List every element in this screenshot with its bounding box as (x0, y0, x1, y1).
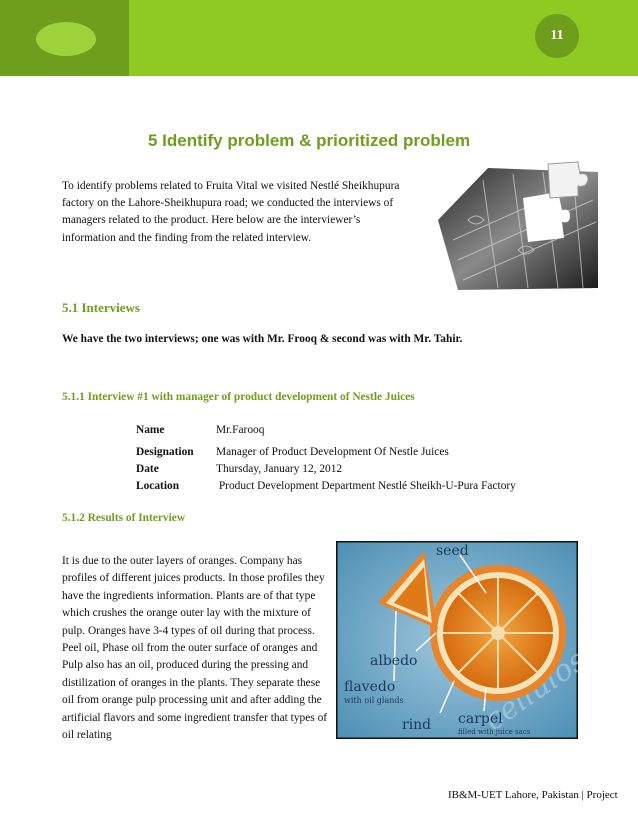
section-title: 5 Identify problem & prioritized problem (148, 131, 471, 150)
name-label: Name (136, 424, 165, 436)
date-value: Thursday, January 12, 2012 (216, 463, 343, 475)
label-carpel-sub: filled with juice sacs (458, 728, 531, 736)
label-flavedo-sub: with oil glands (344, 696, 404, 705)
detail-row-designation (136, 444, 516, 461)
page-number-badge: 11 (535, 14, 579, 58)
interviews-heading: 5.1 Interviews (62, 300, 140, 315)
location-label: Location (136, 480, 180, 492)
label-seed: seed (436, 543, 469, 559)
detail-row-name (136, 422, 516, 439)
orange-diagram-image (336, 541, 578, 739)
results-paragraph: It is due to the outer layers of oranges. Company has profiles of different juices products. In those profiles they have the ingredients information. Plants are of that type which crushes the orange outer lay with the mixture of pulp. Oranges have 3-4 types of oil during that process. Peel oil, Phase oil from the outer surface of oranges and Pulp also has an oil, produced during the pressing and distilization of oranges in the plants. They separate these oil from orange pulp processing unit and after adding the artificial flavors and some ingredient transfer that types of oil relating (62, 555, 328, 742)
page-footer: IB&M-UET Lahore, Pakistan | Project (448, 789, 618, 801)
puzzle-image (428, 160, 604, 296)
intro-paragraph: To identify problems related to Fruita Vital we visited Nestlé Sheikhupura factory on the Lahore-Sheikhupura road; we conducted the interviews of managers related to the product. Here below are the interviewer’s information and the finding from the related interview. (62, 180, 400, 244)
interview1-heading: 5.1.1 Interview #1 with manager of product development of Nestle Juices (62, 391, 415, 403)
results-heading: 5.1.2 Results of Interview (62, 512, 186, 524)
date-label: Date (136, 463, 159, 475)
designation-value: Manager of Product Development Of Nestle Juices (216, 446, 449, 458)
label-rind: rind (402, 717, 432, 733)
label-flavedo: flavedo (344, 679, 396, 695)
location-value: Product Development Department Nestlé Sheikh-U-Pura Factory (216, 480, 516, 492)
header-oval-decoration (36, 22, 96, 56)
header-left-band (0, 0, 129, 76)
interview1-details (136, 422, 516, 495)
detail-row-location (136, 478, 516, 495)
interviews-summary: We have the two interviews; one was with Mr. Frooq & second was with Mr. Tahir. (62, 333, 463, 345)
label-albedo: albedo (370, 653, 418, 669)
designation-label: Designation (136, 446, 194, 458)
name-value: Mr.Farooq (216, 424, 265, 436)
detail-row-date (136, 461, 516, 478)
label-carpel: carpel (458, 711, 503, 727)
